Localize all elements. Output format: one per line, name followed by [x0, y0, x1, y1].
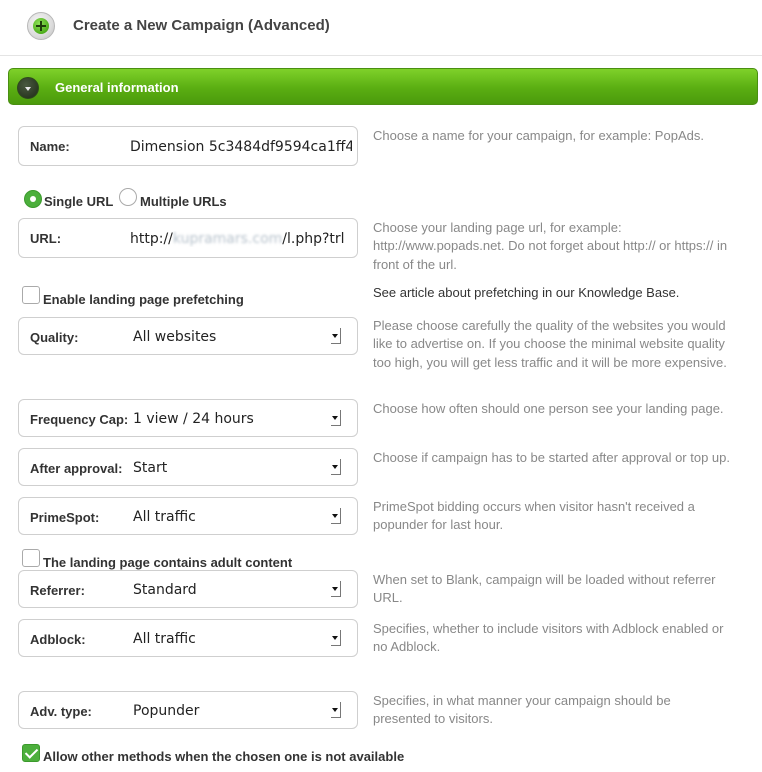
- after-approval-select[interactable]: [18, 448, 358, 486]
- url-masked-domain: kupramars.com: [172, 231, 283, 247]
- adblock-select[interactable]: [18, 619, 358, 657]
- primespot-value: All traffic: [133, 509, 196, 525]
- referrer-value: Standard: [133, 582, 197, 598]
- select-arrow-icon[interactable]: [331, 328, 341, 344]
- after-approval-help: Choose if campaign has to be started after approval or top up.: [373, 450, 730, 465]
- section-title: General information: [55, 80, 179, 95]
- select-arrow-icon[interactable]: [331, 459, 341, 475]
- primespot-select[interactable]: [18, 497, 358, 535]
- adult-content-checkbox[interactable]: [22, 549, 40, 567]
- url-field[interactable]: [18, 218, 358, 258]
- add-icon: [27, 12, 55, 40]
- quality-value: All websites: [133, 329, 217, 345]
- after-approval-value: Start: [133, 460, 168, 476]
- multiple-urls-label[interactable]: Multiple URLs: [140, 194, 227, 209]
- frequency-cap-help: Choose how often should one person see your landing page.: [373, 401, 724, 416]
- url-suffix: /l.php?trl: [282, 231, 345, 247]
- primespot-label: PrimeSpot:: [30, 510, 100, 525]
- chevron-down-icon[interactable]: [17, 77, 39, 99]
- primespot-help: PrimeSpot bidding occurs when visitor hasn't received a popunder for last hour.: [373, 499, 695, 533]
- adblock-value: All traffic: [133, 631, 196, 647]
- prefetch-label[interactable]: Enable landing page prefetching: [43, 292, 244, 307]
- single-url-radio[interactable]: [24, 190, 42, 208]
- url-input[interactable]: [130, 231, 356, 247]
- after-approval-label: After approval:: [30, 461, 123, 476]
- quality-select[interactable]: [18, 317, 358, 355]
- allow-other-methods-label[interactable]: Allow other methods when the chosen one is not available: [43, 749, 405, 764]
- single-url-label[interactable]: Single URL: [44, 194, 114, 209]
- referrer-help: When set to Blank, campaign will be loaded without referrer URL.: [373, 572, 716, 606]
- adblock-label: Adblock:: [30, 632, 86, 647]
- page-header: [0, 0, 762, 56]
- section-general-information[interactable]: [8, 68, 758, 105]
- quality-help: Please choose carefully the quality of the websites you would like to advertise on. If you choose the minimal website quality too high, you will get less traffic and it will be more expensive.: [373, 318, 727, 370]
- frequency-cap-select[interactable]: [18, 399, 358, 437]
- name-input[interactable]: [130, 137, 352, 157]
- referrer-label: Referrer:: [30, 583, 85, 598]
- adv-type-help: Specifies, in what manner your campaign should be presented to visitors.: [373, 693, 671, 727]
- url-prefix: http://: [130, 231, 173, 247]
- select-arrow-icon[interactable]: [331, 630, 341, 646]
- adv-type-select[interactable]: [18, 691, 358, 729]
- allow-other-methods-checkbox[interactable]: [22, 744, 40, 762]
- referrer-select[interactable]: [18, 570, 358, 608]
- frequency-cap-value: 1 view / 24 hours: [133, 411, 254, 427]
- frequency-cap-label: Frequency Cap:: [30, 412, 129, 427]
- select-arrow-icon[interactable]: [331, 702, 341, 718]
- multiple-urls-radio[interactable]: [119, 188, 137, 206]
- adv-type-value: Popunder: [133, 703, 200, 719]
- prefetch-checkbox[interactable]: [22, 286, 40, 304]
- adblock-help: Specifies, whether to include visitors with Adblock enabled or no Adblock.: [373, 621, 724, 655]
- name-field[interactable]: [18, 126, 358, 166]
- prefetch-help: See article about prefetching in our Knowledge Base.: [373, 285, 680, 300]
- select-arrow-icon[interactable]: [331, 410, 341, 426]
- quality-label: Quality:: [30, 330, 79, 345]
- name-help: Choose a name for your campaign, for example: PopAds.: [373, 128, 704, 143]
- page-title: Create a New Campaign (Advanced): [73, 17, 330, 34]
- url-label: URL:: [30, 231, 62, 246]
- select-arrow-icon[interactable]: [331, 581, 341, 597]
- adult-content-label[interactable]: The landing page contains adult content: [43, 555, 293, 570]
- adv-type-label: Adv. type:: [30, 704, 92, 719]
- name-label: Name:: [30, 139, 70, 154]
- url-help: Choose your landing page url, for example: http://www.popads.net. Do not forget about http:// or https:// in front of the url.: [373, 220, 728, 272]
- select-arrow-icon[interactable]: [331, 508, 341, 524]
